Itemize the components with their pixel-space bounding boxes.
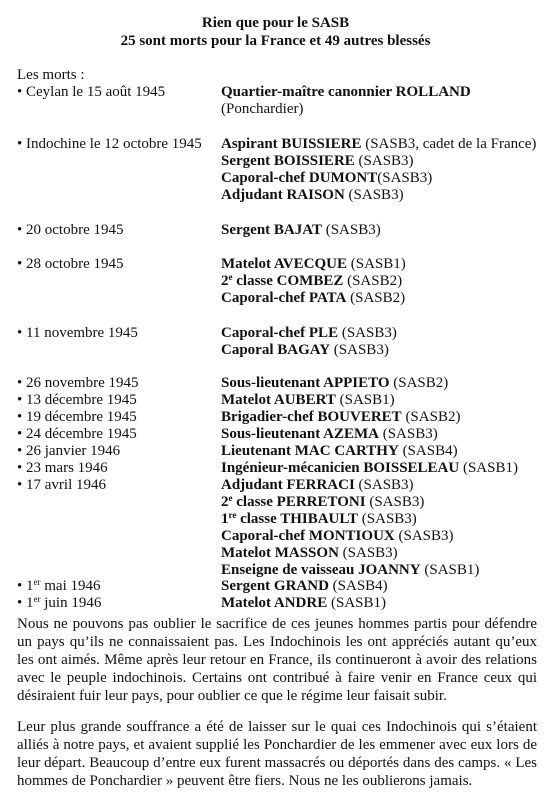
entry-rank-name [221, 273, 343, 289]
entry-unit: (SASB1) [459, 460, 518, 476]
entry-name [221, 342, 389, 359]
entry-name [221, 222, 381, 239]
entry-rank-number: 1 [221, 511, 229, 527]
page-subtitle: 25 sont morts pour la France et 49 autres blessés [120, 33, 431, 49]
entry-name [221, 325, 397, 342]
entry-unit: (SASB1) [327, 595, 386, 611]
entry-unit: (SASB3) [354, 477, 414, 493]
entry-name-text: Ingénieur-mécanicien BOISSELEAU [221, 460, 460, 476]
entry-unit: (SASB3) [378, 426, 438, 442]
entry-name [221, 187, 404, 204]
entry-rank-name [221, 562, 421, 578]
entry-name [221, 84, 471, 101]
entry-name-text: Sergent BOISSIERE [221, 153, 355, 169]
entry-date-text: • Indochine le 12 octobre 1945 [17, 136, 202, 152]
entry-date [17, 222, 123, 239]
entry-rank-name [221, 426, 379, 442]
entry-name [221, 562, 479, 579]
entry-date [17, 578, 101, 595]
entry-unit: (SASB3) [394, 528, 454, 544]
entry-name-text: Quartier-maître canonnier ROLLAND [221, 84, 471, 100]
entry-name [221, 136, 536, 153]
entry-rank-name [221, 342, 330, 358]
entry-date-text: • 26 janvier 1946 [17, 443, 121, 459]
entry-name [221, 290, 405, 307]
entry-unit: (SASB3) [344, 187, 404, 203]
entry-unit: (SASB3) [358, 511, 417, 527]
entry-rank-ordinal: e [228, 493, 233, 503]
entry-name-text: Caporal-chef MONTIOUX [221, 528, 395, 544]
entry-name [221, 545, 398, 562]
entry-name [221, 426, 438, 443]
entry-date-text: • 20 octobre 1945 [17, 222, 124, 238]
entry-unit: (SASB2) [389, 375, 449, 391]
entry-name [221, 409, 460, 426]
entry-name [221, 578, 388, 595]
entry-date [17, 409, 137, 426]
entry-rank-name [221, 187, 345, 203]
entry-name-text: Aspirant BUISSIERE [221, 136, 362, 152]
entry-rank-name [221, 494, 366, 510]
entry-unit: (SASB1) [335, 392, 395, 408]
entry-name-text: Sergent GRAND [221, 578, 329, 594]
entry-unit: (SASB4) [398, 443, 458, 459]
entry-date [17, 595, 101, 612]
entry-name [221, 101, 303, 118]
entry-rank-name [221, 595, 327, 611]
entry-name-text: classe THIBAULT [236, 511, 359, 527]
entry-name-text: Matelot AUBERT [221, 392, 336, 408]
entry-date-text: • 1 [17, 578, 34, 594]
entry-rank-name [221, 136, 361, 152]
entry-name-text: Caporal-chef DUMONT [221, 170, 378, 186]
entry-date-text: • 11 novembre 1945 [17, 325, 138, 341]
entry-rank-name [221, 545, 339, 561]
entry-rank-name [221, 392, 336, 408]
entry-unit: (SASB2) [343, 273, 403, 289]
entry-unit: (SASB3) [377, 170, 433, 186]
entry-date [17, 136, 202, 153]
entry-date-text: • 1 [17, 595, 34, 611]
entry-unit: (SASB2) [346, 290, 406, 306]
entry-name-text: classe PERRETONI [232, 494, 366, 510]
entry-date-text: • 24 décembre 1945 [17, 426, 137, 442]
entry-name-text: Matelot MASSON [221, 545, 339, 561]
entry-rank-name [221, 222, 322, 238]
entry-date [17, 84, 165, 101]
entry-date-ordinal: er [33, 594, 41, 604]
section-label: Les morts : [17, 67, 85, 83]
entry-unit: (SASB3, cadet de la France) [361, 136, 537, 152]
entry-rank-name [221, 409, 402, 425]
entry-rank-ordinal: e [228, 272, 233, 282]
entry-name-text: Sous-lieutenant AZEMA [221, 426, 379, 442]
entry-rank-ordinal: re [228, 510, 237, 520]
entry-rank-name [221, 375, 390, 391]
entry-rank-name [221, 290, 346, 306]
entry-name-text: Enseigne de vaisseau JOANNY [221, 562, 421, 578]
entry-name-text: Sergent BAJAT [221, 222, 322, 238]
entry-name-text: Sous-lieutenant APPIETO [221, 375, 390, 391]
entry-date-text: • 23 mars 1946 [17, 460, 108, 476]
entry-date [17, 477, 106, 494]
entry-rank-number: 2 [221, 273, 229, 289]
entry-name-text: Matelot AVECQUE [221, 256, 347, 272]
entry-rank-name [221, 256, 347, 272]
entry-rank-name [221, 325, 338, 341]
entry-name-text: Caporal-chef PLE [221, 325, 339, 341]
entry-name [221, 170, 432, 187]
entry-date [17, 443, 120, 460]
entry-date-text: • 19 décembre 1945 [17, 409, 137, 425]
entry-name [221, 460, 518, 477]
entry-name-text: Matelot ANDRE [221, 595, 328, 611]
entry-unit: (SASB3) [338, 545, 398, 561]
paragraph-1: Nous ne pouvons pas oublier le sacrifice de ces jeunes hommes partis pour défendre un pays qu’ils ne connaissaient pas. Les Indochinois les ont appréciés autant qu’eux les ont aimés. Même après leur retour en France, ils continueront à avoir des relations avec le peuple indochinois. Certains ont contribué à faire venir en France ceux qui désiraient fuir leur pays, pour oublier ce que le régime leur faisait subir. [17, 616, 537, 704]
entry-unit: (SASB3) [321, 222, 381, 238]
entry-unit: (SASB3) [330, 342, 389, 358]
entry-name [221, 595, 386, 612]
entry-unit: (SASB4) [328, 578, 388, 594]
entry-unit: (SASB2) [401, 409, 461, 425]
entry-date [17, 426, 137, 443]
entry-date-text: • Ceylan le 15 août 1945 [17, 84, 166, 100]
entry-name [221, 392, 395, 409]
entry-date [17, 256, 123, 273]
entry-name-text: Adjudant FERRACI [221, 477, 355, 493]
entry-name [221, 375, 448, 392]
entry-date-text: • 17 avril 1946 [17, 477, 106, 493]
entry-unit: (SASB1) [420, 562, 480, 578]
entry-date [17, 460, 108, 477]
page-title: Rien que pour le SASB [201, 15, 350, 31]
entry-rank-name [221, 578, 329, 594]
entry-rank-name [221, 153, 355, 169]
entry-rank-number: 2 [221, 494, 229, 510]
entry-name-text: classe COMBEZ [232, 273, 344, 289]
entry-name-text: Lieutenant MAC CARTHY [221, 443, 399, 459]
entry-unit: (SASB3) [338, 325, 397, 341]
entry-date [17, 325, 138, 342]
entry-date-ordinal: er [33, 577, 41, 587]
entry-rank-name [221, 170, 377, 186]
entry-name [221, 153, 414, 170]
entry-name [221, 494, 424, 511]
entry-date [17, 375, 138, 392]
entry-unit: (Ponchardier) [221, 101, 304, 117]
entry-unit: (SASB3) [354, 153, 414, 169]
paragraph-2: Leur plus grande souffrance a été de laisser sur le quai ces Indochinois qui s’étaient alliés à notre pays, et avaient supplié les Ponchardier de les emmener avec eux lors de leur départ. Beaucoup d’entre eux furent massacrés ou déportés dans des camps. « Les hommes de Ponchardier » peuvent être fiers. Nous ne les oublierons jamais. [17, 719, 537, 789]
entry-rank-name [221, 477, 355, 493]
entry-rank-name [221, 443, 399, 459]
entry-name [221, 477, 414, 494]
entry-rank-name [221, 460, 459, 476]
entry-name [221, 256, 406, 273]
entry-date-rest: mai 1946 [40, 578, 101, 594]
entry-unit: (SASB3) [365, 494, 425, 510]
entry-name-text: Caporal-chef PATA [221, 290, 347, 306]
entry-name [221, 511, 417, 528]
entry-rank-name [221, 528, 395, 544]
entry-name [221, 528, 454, 545]
entry-name-text: Brigadier-chef BOUVERET [221, 409, 402, 425]
entry-name [221, 273, 402, 290]
entry-date [17, 392, 137, 409]
entry-rank-name [221, 84, 471, 100]
entry-name-text: Adjudant RAISON [221, 187, 345, 203]
entry-rank-name [221, 511, 358, 527]
entry-date-text: • 28 octobre 1945 [17, 256, 124, 272]
entry-date-text: • 26 novembre 1945 [17, 375, 139, 391]
entry-date-text: • 13 décembre 1945 [17, 392, 137, 408]
entry-name-text: Caporal BAGAY [221, 342, 331, 358]
entry-date-rest: juin 1946 [40, 595, 102, 611]
entry-unit: (SASB1) [346, 256, 406, 272]
entry-name [221, 443, 458, 460]
